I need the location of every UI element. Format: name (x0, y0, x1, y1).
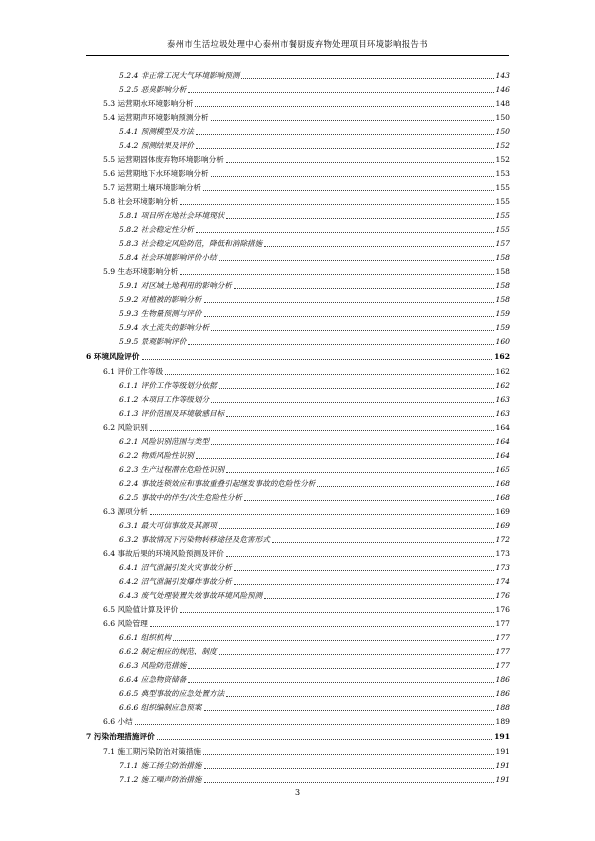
toc-entry-page: 169 (495, 507, 510, 516)
toc-subsection-entry[interactable] (119, 760, 510, 771)
toc-entry-page: 158 (495, 295, 510, 304)
dot-leader (203, 754, 493, 755)
dot-leader (196, 458, 494, 459)
toc-entry-page: 177 (495, 619, 510, 628)
toc-entry-title: 6.1.1 评价工作等级划分依据 (119, 381, 217, 390)
toc-section-entry[interactable] (103, 506, 510, 517)
dot-leader (165, 374, 493, 375)
toc-entry-page: 160 (495, 337, 510, 346)
toc-entry-title: 5.9.4 水土流失的影响分析 (119, 323, 210, 332)
toc-entry-title: 6.6.6 组织编制应急预案 (119, 703, 202, 712)
dot-leader (244, 500, 493, 501)
toc-entry-title: 5.8 社会环境影响分析 (103, 197, 179, 206)
toc-entry-page: 173 (495, 563, 510, 572)
dot-leader (226, 162, 494, 163)
toc-entry-page: 165 (495, 465, 510, 474)
dot-leader (188, 668, 493, 669)
dot-leader (188, 92, 493, 93)
toc-entry-title: 6.6.2 制定相应的规范、制度 (119, 647, 217, 656)
dot-leader (157, 739, 492, 740)
toc-entry-page: 172 (495, 535, 510, 544)
dot-leader (211, 402, 493, 403)
toc-entry-page: 168 (495, 493, 510, 502)
toc-entry-page: 174 (495, 577, 510, 586)
toc-entry-title: 6.3.1 最大可信事故及其源项 (119, 521, 217, 530)
toc-entry-page: 158 (495, 267, 510, 276)
dot-leader (180, 274, 493, 275)
dot-leader (241, 78, 493, 79)
toc-section-entry[interactable] (103, 168, 510, 179)
toc-entry-page: 189 (495, 717, 510, 726)
toc-entry-title: 7.1.2 施工噪声防治措施 (119, 775, 202, 784)
toc-entry-page: 157 (495, 239, 510, 248)
toc-entry-page: 177 (495, 661, 510, 670)
toc-subsection-entry[interactable] (119, 702, 510, 713)
dot-leader (204, 710, 494, 711)
toc-entry-page: 152 (495, 155, 510, 164)
toc-entry-title: 6.6.4 应急物资储备 (119, 675, 187, 684)
toc-entry-title: 5.9.3 生物量预测与评价 (119, 309, 202, 318)
toc-entry-page: 158 (495, 281, 510, 290)
toc-subsection-entry[interactable] (119, 238, 510, 249)
toc-entry-title: 5.5 运营期固体废弃物环境影响分析 (103, 155, 224, 164)
toc-entry-title: 5.9.2 对植被的影响分析 (119, 295, 202, 304)
toc-entry-title: 6.2.5 事故中的伴生/次生危险性分析 (119, 493, 243, 502)
toc-entry-page: 150 (495, 113, 510, 122)
toc-entry-page: 150 (495, 127, 510, 136)
toc-entry-page: 146 (495, 85, 510, 94)
toc-subsection-entry[interactable] (119, 774, 510, 785)
toc-subsection-entry[interactable] (119, 492, 510, 503)
toc-section-entry[interactable] (103, 266, 510, 277)
toc-section-entry[interactable] (103, 366, 510, 377)
toc-entry-page: 164 (495, 451, 510, 460)
toc-entry-title: 6.6.1 组织机构 (119, 633, 172, 642)
toc-entry-title: 5.7 运营期土壤环境影响分析 (103, 183, 202, 192)
toc-subsection-entry[interactable] (119, 408, 510, 419)
dot-leader (180, 612, 493, 613)
dot-leader (196, 134, 494, 135)
toc-entry-page: 158 (495, 253, 510, 262)
toc-entry-title: 5.8.1 项目所在地社会环境现状 (119, 211, 225, 220)
dot-leader (142, 359, 493, 360)
toc-entry-page: 177 (495, 633, 510, 642)
dot-leader (196, 148, 494, 149)
toc-section-entry[interactable] (103, 154, 510, 165)
toc-entry-title: 5.2.5 恶臭影响分析 (119, 85, 187, 94)
toc-subsection-entry[interactable] (119, 336, 510, 347)
toc-entry-title: 6.2.1 风险识别范围与类型 (119, 437, 210, 446)
dot-leader (226, 696, 493, 697)
dot-leader (264, 246, 493, 247)
toc-entry-title: 5.2.4 非正常工况大气环境影响预测 (119, 71, 240, 80)
toc-entry-title: 5.9.1 对区域土地利用的影响分析 (119, 281, 232, 290)
dot-leader (150, 514, 494, 515)
toc-section-entry[interactable] (103, 716, 510, 727)
toc-entry-title: 6.2.2 物质风险性识别 (119, 451, 194, 460)
toc-entry-title: 6.1.2 本项目工作等级划分 (119, 395, 210, 404)
toc-entry-page: 188 (495, 703, 510, 712)
toc-section-entry[interactable] (103, 112, 510, 123)
toc-entry-title: 6.4 事故后果的环境风险预测及评价 (103, 549, 224, 558)
toc-subsection-entry[interactable] (119, 252, 510, 263)
dot-leader (173, 640, 493, 641)
header-title: 泰州市生活垃圾处理中心泰州市餐厨废弃物处理项目环境影响报告书 (167, 39, 428, 49)
toc-section-entry[interactable] (103, 422, 510, 433)
toc-entry-title: 6.2.3 生产过程潜在危险性识别 (119, 465, 225, 474)
toc-subsection-entry[interactable] (119, 140, 510, 151)
dot-leader (196, 232, 494, 233)
dot-leader (204, 316, 494, 317)
dot-leader (135, 724, 494, 725)
toc-entry-title: 5.4.1 预测模型及方法 (119, 127, 194, 136)
toc-entry-page: 177 (495, 647, 510, 656)
toc-entry-page: 191 (495, 747, 510, 756)
toc-subsection-entry[interactable] (119, 308, 510, 319)
toc-entry-title: 5.3 运营期水环境影响分析 (103, 99, 194, 108)
table-of-contents (86, 0, 510, 841)
toc-entry-title: 5.9.5 景观影响评价 (119, 337, 187, 346)
toc-entry-title: 6.2 风险识别 (103, 423, 148, 432)
page-number: 3 (294, 788, 301, 797)
dot-leader (204, 302, 494, 303)
toc-entry-title: 6.4.1 沼气泄漏引发火灾事故分析 (119, 563, 232, 572)
dot-leader (188, 682, 493, 683)
toc-subsection-entry[interactable] (119, 688, 510, 699)
dot-leader (203, 190, 493, 191)
toc-entry-title: 7 污染治理措施评价 (86, 732, 155, 741)
toc-entry-page: 176 (495, 591, 510, 600)
toc-entry-title: 6.5 风险值计算及评价 (103, 605, 179, 614)
toc-entry-title: 6.2.4 事故连锁效应和事故重叠引起继发事故的危险性分析 (119, 479, 316, 488)
dot-leader (204, 768, 494, 769)
toc-entry-title: 6.6.5 典型事故的应急处置方法 (119, 689, 225, 698)
toc-chapter-entry[interactable] (86, 731, 510, 742)
toc-subsection-entry[interactable] (119, 450, 510, 461)
toc-entry-page: 155 (495, 211, 510, 220)
toc-section-entry[interactable] (103, 98, 510, 109)
toc-section-entry[interactable] (103, 548, 510, 559)
toc-entry-page: 162 (494, 352, 510, 361)
toc-entry-page: 159 (495, 323, 510, 332)
toc-section-entry[interactable] (103, 746, 510, 757)
toc-entry-page: 155 (495, 183, 510, 192)
toc-entry-page: 164 (495, 437, 510, 446)
toc-entry-page: 152 (495, 141, 510, 150)
dot-leader (234, 288, 494, 289)
toc-entry-page: 191 (495, 761, 510, 770)
dot-leader (272, 542, 494, 543)
toc-entry-title: 7.1 施工期污染防治对策措施 (103, 747, 202, 756)
dot-leader (211, 120, 494, 121)
toc-subsection-entry[interactable] (119, 84, 510, 95)
toc-subsection-entry[interactable] (119, 534, 510, 545)
dot-leader (317, 486, 493, 487)
toc-subsection-entry[interactable] (119, 322, 510, 333)
toc-subsection-entry[interactable] (119, 576, 510, 587)
dot-leader (226, 556, 494, 557)
toc-entry-page: 191 (495, 775, 510, 784)
dot-leader (211, 330, 493, 331)
toc-entry-page: 168 (495, 479, 510, 488)
dot-leader (234, 570, 494, 571)
toc-subsection-entry[interactable] (119, 210, 510, 221)
toc-entry-page: 164 (495, 423, 510, 432)
toc-subsection-entry[interactable] (119, 590, 510, 601)
toc-entry-page: 191 (494, 732, 510, 741)
toc-entry-title: 5.4 运营期声环境影响预测分析 (103, 113, 209, 122)
dot-leader (226, 472, 493, 473)
toc-entry-page: 155 (495, 225, 510, 234)
toc-subsection-entry[interactable] (119, 660, 510, 671)
dot-leader (219, 260, 494, 261)
toc-entry-title: 5.4.2 预测结果及评价 (119, 141, 194, 150)
toc-entry-page: 186 (495, 689, 510, 698)
toc-entry-title: 6.3.2 事故情况下污染物转移途径及危害形式 (119, 535, 270, 544)
toc-entry-title: 6 环境风险评价 (86, 352, 140, 361)
toc-entry-title: 5.8.3 社会稳定风险防范，降低和消除措施 (119, 239, 263, 248)
toc-subsection-entry[interactable] (119, 70, 510, 81)
dot-leader (211, 444, 493, 445)
toc-entry-page: 159 (495, 309, 510, 318)
toc-subsection-entry[interactable] (119, 294, 510, 305)
toc-subsection-entry[interactable] (119, 394, 510, 405)
toc-subsection-entry[interactable] (119, 380, 510, 391)
dot-leader (180, 204, 493, 205)
toc-entry-title: 6.4.2 沼气泄漏引发爆炸事故分析 (119, 577, 232, 586)
toc-subsection-entry[interactable] (119, 520, 510, 531)
toc-entry-title: 6.4.3 废气处理装置失效事故环境风险预测 (119, 591, 263, 600)
dot-leader (219, 388, 494, 389)
toc-subsection-entry[interactable] (119, 674, 510, 685)
dot-leader (219, 654, 494, 655)
dot-leader (264, 598, 493, 599)
toc-subsection-entry[interactable] (119, 478, 510, 489)
toc-entry-title: 5.9 生态环境影响分析 (103, 267, 179, 276)
toc-subsection-entry[interactable] (119, 224, 510, 235)
toc-subsection-entry[interactable] (119, 632, 510, 643)
toc-subsection-entry[interactable] (119, 280, 510, 291)
toc-section-entry[interactable] (103, 618, 510, 629)
toc-entry-page: 155 (495, 197, 510, 206)
toc-entry-title: 5.6 运营期地下水环境影响分析 (103, 169, 209, 178)
toc-section-entry[interactable] (103, 604, 510, 615)
dot-leader (188, 344, 493, 345)
toc-entry-title: 6.6 风险管理 (103, 619, 148, 628)
toc-section-entry[interactable] (103, 196, 510, 207)
toc-entry-page: 163 (495, 409, 510, 418)
toc-entry-title: 7.1.1 施工扬尘防治措施 (119, 761, 202, 770)
toc-entry-title: 6.1.3 评价范围及环境敏感目标 (119, 409, 225, 418)
dot-leader (195, 106, 493, 107)
toc-chapter-entry[interactable] (86, 351, 510, 362)
toc-subsection-entry[interactable] (119, 436, 510, 447)
toc-entry-page: 186 (495, 675, 510, 684)
toc-entry-page: 143 (495, 71, 510, 80)
dot-leader (211, 176, 494, 177)
toc-entry-page: 153 (495, 169, 510, 178)
toc-subsection-entry[interactable] (119, 126, 510, 137)
dot-leader (204, 782, 494, 783)
dot-leader (234, 584, 494, 585)
toc-subsection-entry[interactable] (119, 646, 510, 657)
toc-entry-page: 169 (495, 521, 510, 530)
toc-section-entry[interactable] (103, 182, 510, 193)
toc-entry-title: 5.8.2 社会稳定性分析 (119, 225, 194, 234)
dot-leader (226, 218, 493, 219)
toc-entry-title: 5.8.4 社会环境影响评价小结 (119, 253, 217, 262)
toc-entry-title: 6.3 源项分析 (103, 507, 148, 516)
toc-entry-page: 173 (495, 549, 510, 558)
toc-entry-title: 6.6.3 风险防范措施 (119, 661, 187, 670)
dot-leader (226, 416, 493, 417)
toc-entry-title: 6.1 评价工作等级 (103, 367, 164, 376)
dot-leader (150, 626, 494, 627)
dot-leader (150, 430, 494, 431)
toc-subsection-entry[interactable] (119, 464, 510, 475)
toc-entry-page: 162 (495, 367, 510, 376)
toc-entry-page: 176 (495, 605, 510, 614)
toc-entry-title: 6.6 小结 (103, 717, 133, 726)
toc-entry-page: 163 (495, 395, 510, 404)
dot-leader (219, 528, 494, 529)
toc-subsection-entry[interactable] (119, 562, 510, 573)
toc-entry-page: 148 (495, 99, 510, 108)
toc-entry-page: 162 (495, 381, 510, 390)
